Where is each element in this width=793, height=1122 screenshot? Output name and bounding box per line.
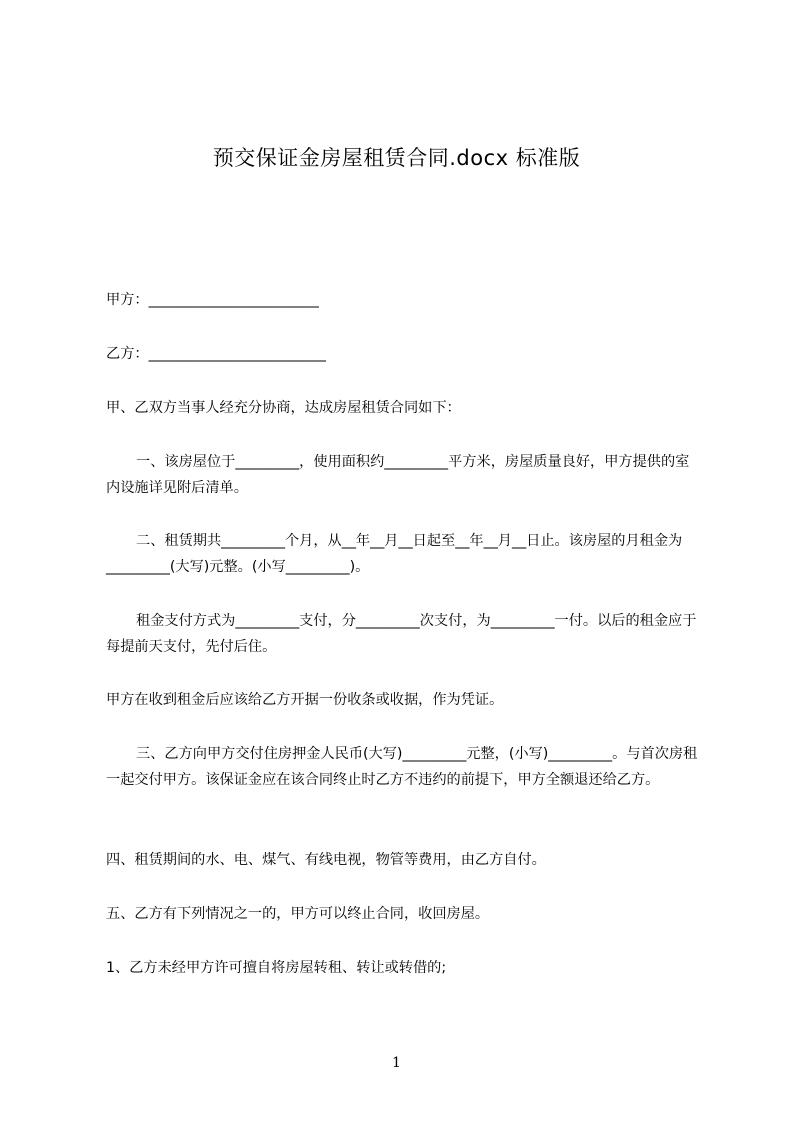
party-a-line: 甲方：________________________ [106,292,319,308]
party-b-line: 乙方：_________________________ [106,346,326,362]
clause-2-paragraph: 二、租赁期共_________个月，从__年__月__日起至__年__月__日止。该房屋的月租金为_________(大写)元整。(小写_________)。 [106,533,683,575]
receipt-paragraph: 甲方在收到租金后应该给乙方开据一份收条或收据，作为凭证。 [106,692,504,708]
document-title: 预交保证金房屋租赁合同.docx 标准版 [212,146,581,170]
clause-3-paragraph: 三、乙方向甲方交付住房押金人民币(大写)_________元整，(小写)_________。与首次房租一起交付甲方。该保证金应在该合同终止时乙方不违约的前提下，甲方全额退还给乙方。 [106,746,698,788]
clause-5-paragraph: 五、乙方有下列情况之一的，甲方可以终止合同，收回房屋。 [106,906,490,922]
item-1-paragraph: 1、乙方未经甲方许可擅自将房屋转租、转让或转借的; [106,960,447,976]
clause-1-paragraph: 一、该房屋位于_________，使用面积约_________平方米，房屋质量良好，甲方提供的室内设施详见附后清单。 [106,454,690,496]
clause-4-paragraph: 四、租赁期间的水、电、煤气、有线电视，物管等费用，由乙方自付。 [106,852,546,868]
page-number: 1 [392,1055,401,1071]
intro-paragraph: 甲、乙双方当事人经充分协商，达成房屋租赁合同如下： [106,400,461,416]
rent-payment-paragraph: 租金支付方式为_________支付，分_________次支付，为_________一付。以后的租金应于每提前天支付，先付后住。 [106,613,697,655]
